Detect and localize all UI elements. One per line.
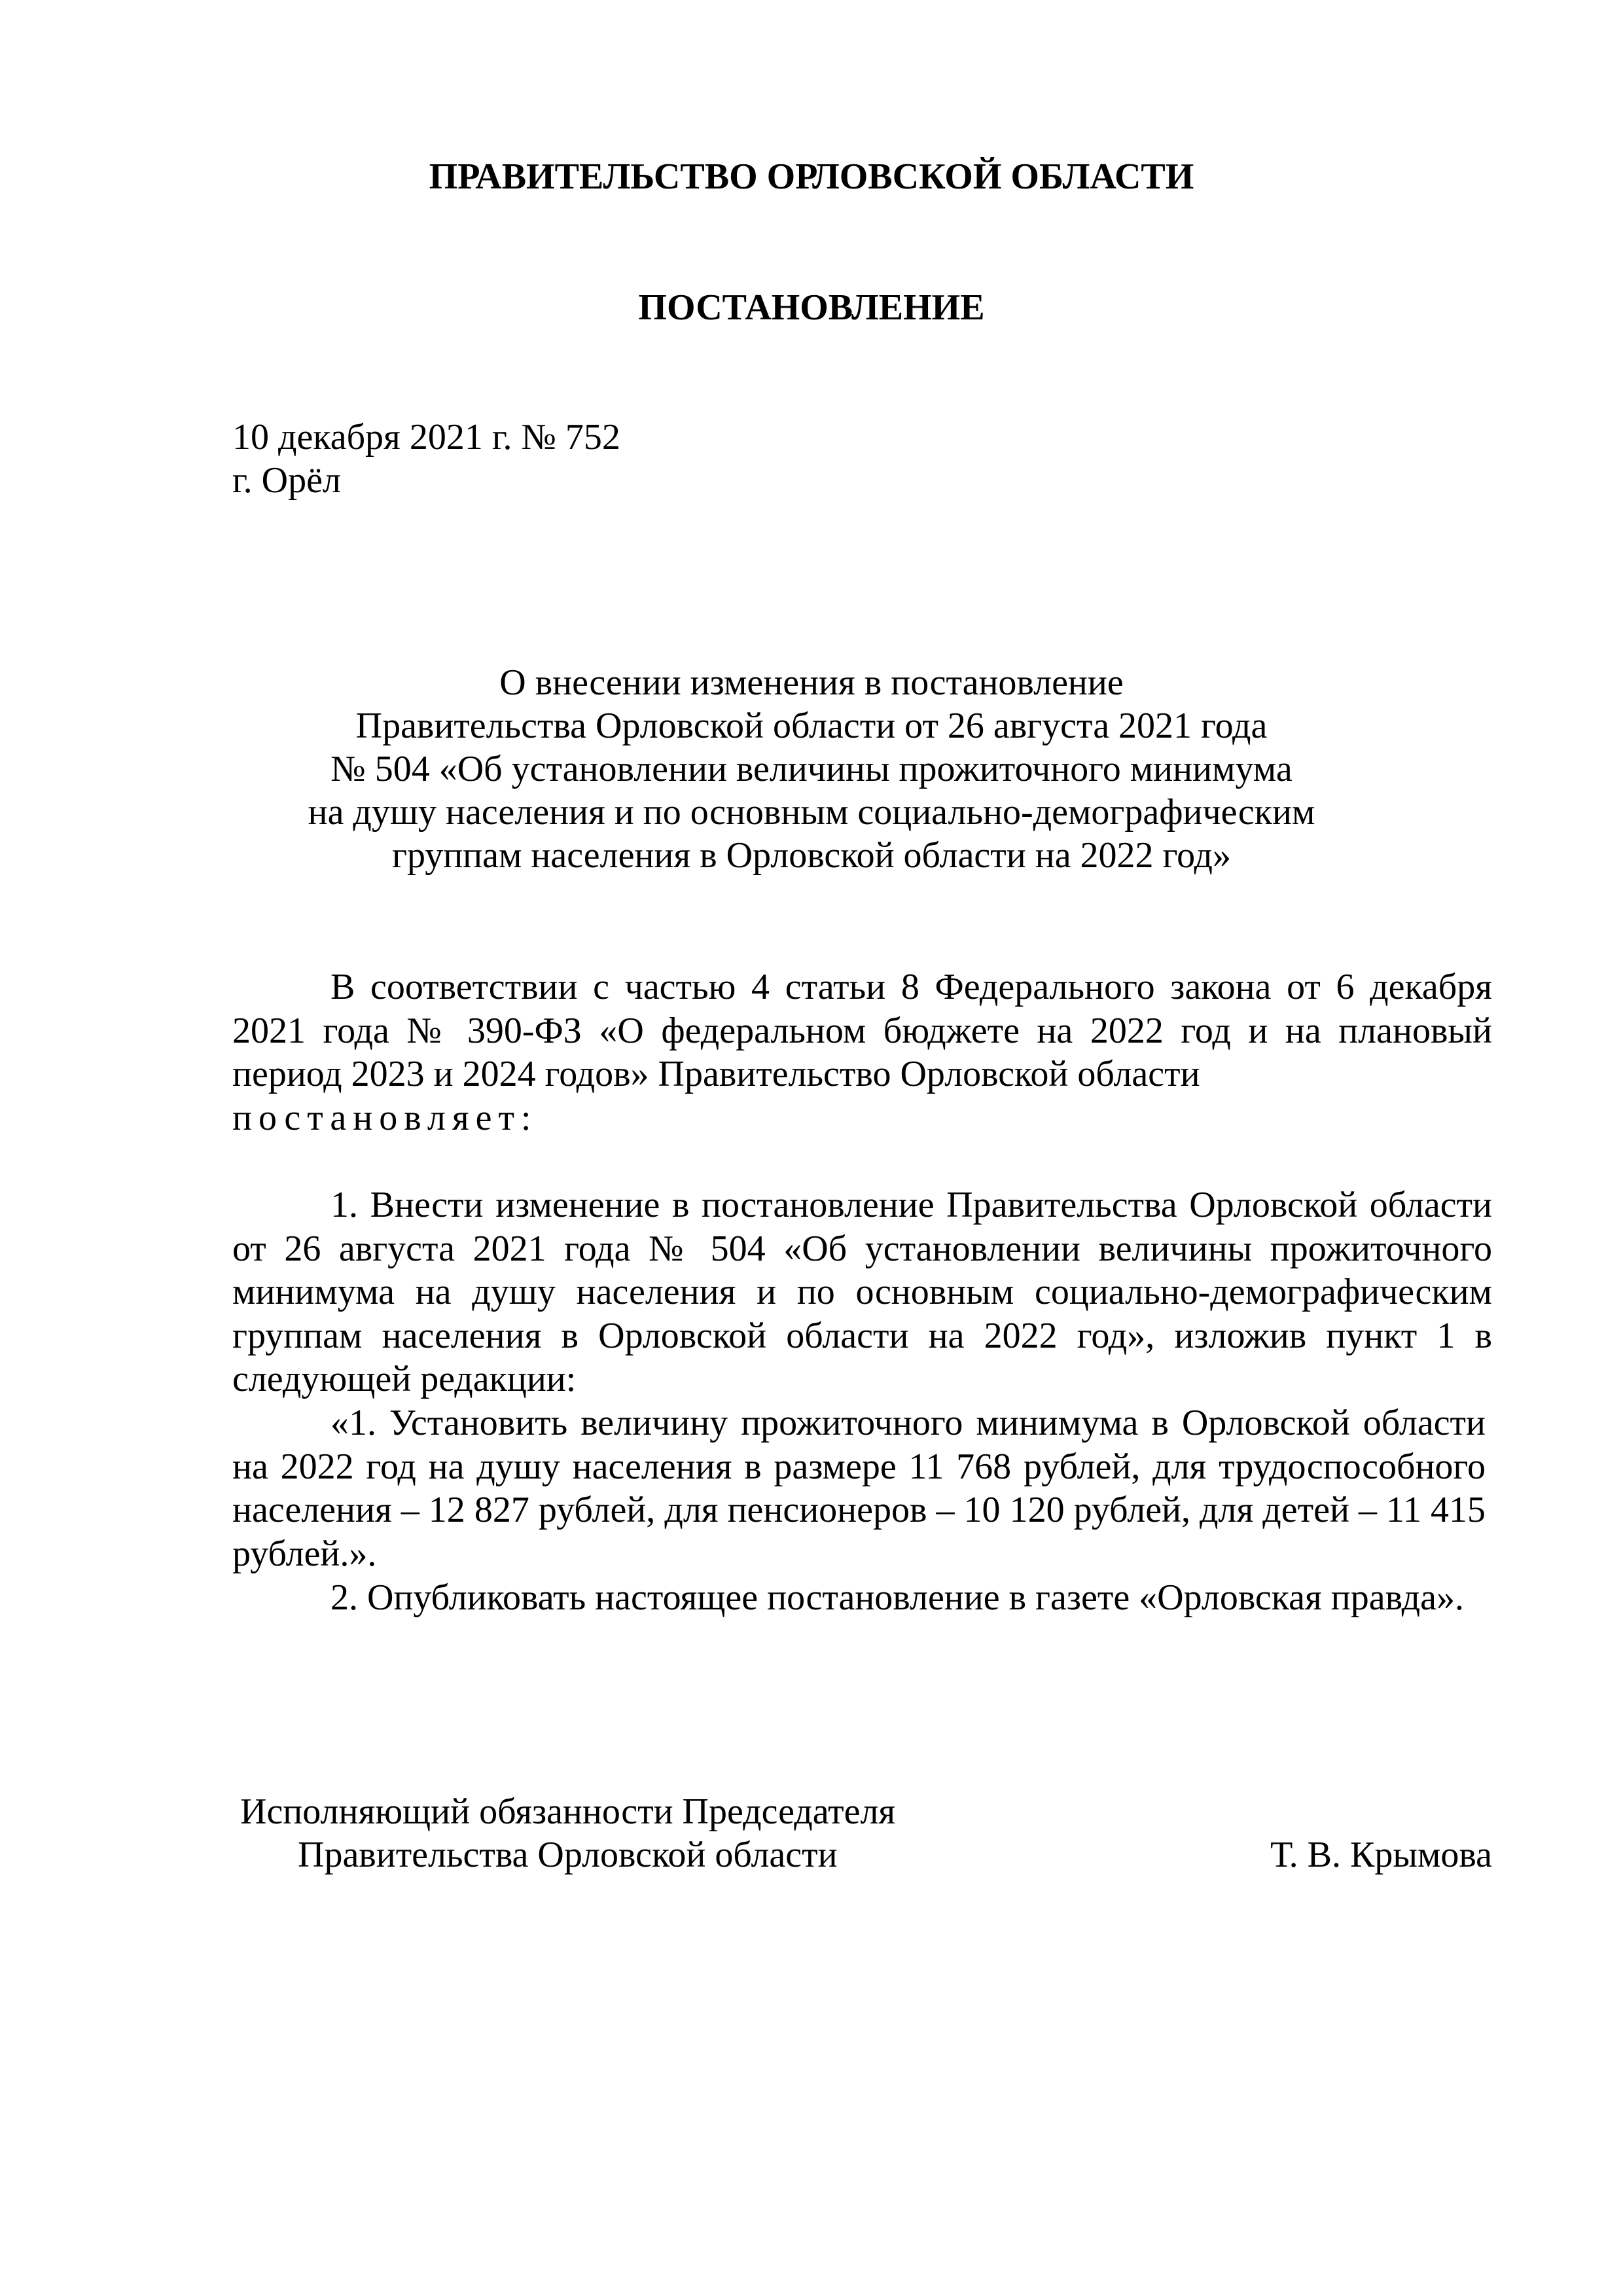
subject-line: Правительства Орловской области от 26 августа 2021 года xyxy=(355,706,1268,746)
subject-line: О внесении изменения в постановление xyxy=(499,662,1124,703)
organization-title: ПРАВИТЕЛЬСТВО ОРЛОВСКОЙ ОБЛАСТИ xyxy=(429,156,1194,197)
signatory-name: Т. В. Крымова xyxy=(1270,1835,1492,1875)
resolves-word: постановляет: xyxy=(232,1097,538,1138)
signatory-position-line-2: Правительства Орловской области xyxy=(298,1835,838,1875)
document-subject xyxy=(232,661,1391,877)
subject-line: на душу населения и по основным социально-демографическим xyxy=(308,792,1315,833)
item-1-quote-paragraph: «1. Установить величину прожиточного минимума в Орловской области на 2022 год на душу населения в размере 11 768 рублей, для трудоспособного населения – 12 827 рублей, для пенсионеров – 10 120 рублей, для детей – 11 415 рублей.». xyxy=(232,1403,1486,1574)
item-2-paragraph: 2. Опубликовать настоящее постановление в газете «Орловская правда». xyxy=(330,1577,1464,1618)
subject-line: № 504 «Об установлении величины прожиточного минимума xyxy=(330,749,1293,789)
document-type: ПОСТАНОВЛЕНИЕ xyxy=(638,287,985,328)
signatory-position-line-1: Исполняющий обязанности Председателя xyxy=(240,1791,896,1832)
city: г. Орёл xyxy=(232,460,341,501)
preamble-text: В соответствии с частью 4 статьи 8 Федерального закона от 6 декабря 2021 года № 390-ФЗ «О федеральном бюджете на 2022 год и на плановый период 2023 и 2024 годов» Правительство Орловской области xyxy=(232,967,1492,1094)
subject-line: группам населения в Орловской области на 2022 год» xyxy=(391,835,1232,876)
date-number: 10 декабря 2021 г. № 752 xyxy=(232,417,620,457)
document-meta xyxy=(232,416,620,502)
item-1-paragraph: 1. Внести изменение в постановление Правительства Орловской области от 26 августа 2021 года № 504 «Об установлении величины прожиточного минимума на душу населения и по основным социально-демографическим группам населения в Орловской области на 2022 год», изложив пункт 1 в следующей редакции: xyxy=(232,1185,1492,1399)
preamble-paragraph xyxy=(232,965,1492,1139)
